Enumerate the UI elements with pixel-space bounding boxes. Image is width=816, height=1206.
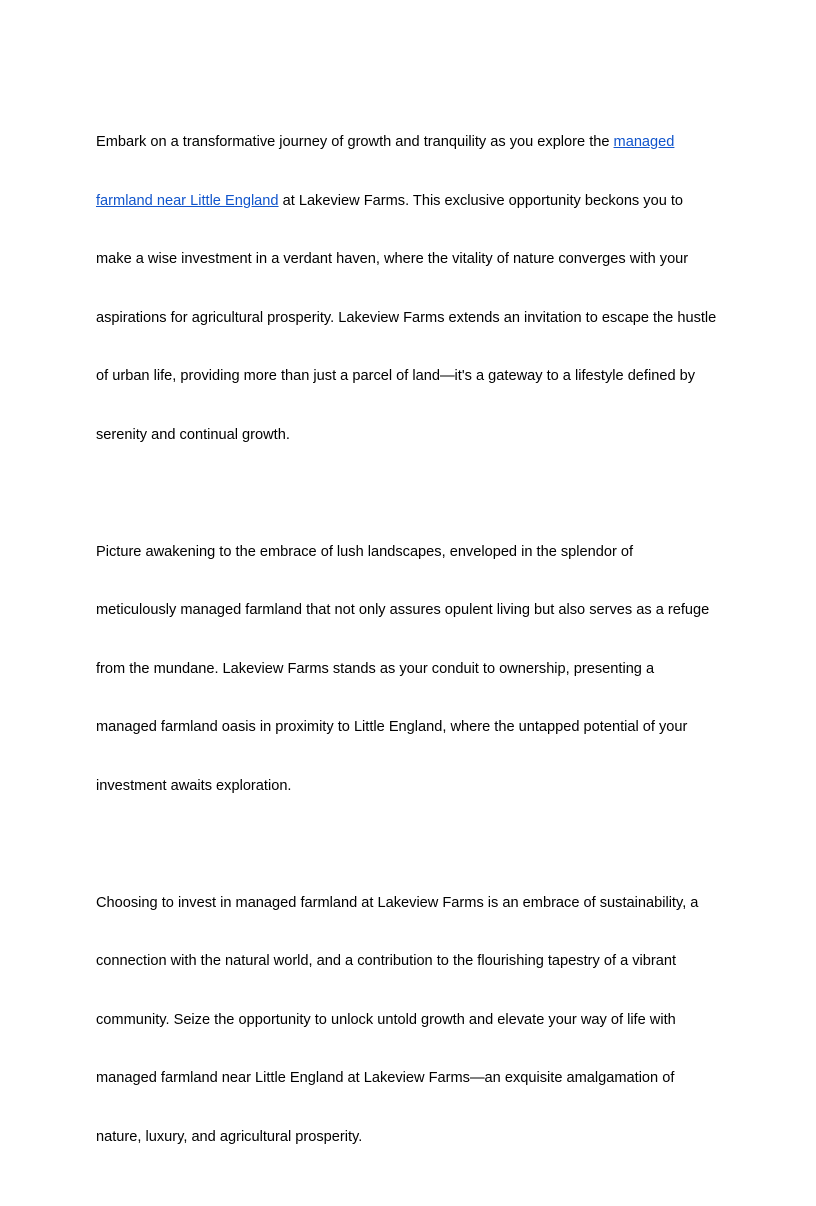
text-line: of urban life, providing more than just a parcel of land—it's a gateway to a lifestyle defined by <box>96 368 696 384</box>
text-line: farmland near Little England at Lakeview Farms. This exclusive opportunity beckons you to <box>96 192 684 209</box>
text-line: Embark on a transformative journey of growth and tranquility as you explore the managed <box>96 134 675 150</box>
text-line: aspirations for agricultural prosperity. Lakeview Farms extends an invitation to escape the hustle <box>96 309 717 326</box>
text-line: managed farmland near Little England at Lakeview Farms—an exquisite amalgamation of <box>96 1070 675 1086</box>
text-line: nature, luxury, and agricultural prosperity. <box>96 1128 363 1145</box>
paragraph-picture <box>96 504 726 836</box>
document-page <box>96 94 726 1206</box>
managed-farmland-link[interactable]: managed <box>613 134 675 150</box>
text-line: Choosing to invest in managed farmland at Lakeview Farms is an embrace of sustainability, a <box>96 894 699 911</box>
text-line: community. Seize the opportunity to unlock untold growth and elevate your way of life with <box>96 1011 676 1028</box>
text-line: connection with the natural world, and a contribution to the flourishing tapestry of a vibrant <box>96 953 677 969</box>
text-line: serenity and continual growth. <box>96 426 290 443</box>
text-line: managed farmland oasis in proximity to Little England, where the untapped potential of your <box>96 719 688 735</box>
text-line: investment awaits exploration. <box>96 777 292 794</box>
text-line: meticulously managed farmland that not only assures opulent living but also serves as a refuge <box>96 602 710 618</box>
paragraph-choosing <box>96 855 726 1187</box>
text-line: from the mundane. Lakeview Farms stands as your conduit to ownership, presenting a <box>96 660 655 677</box>
text-line: make a wise investment in a verdant haven, where the vitality of nature converges with your <box>96 251 689 267</box>
paragraph-intro <box>96 94 726 484</box>
text-line: Picture awakening to the embrace of lush landscapes, enveloped in the splendor of <box>96 543 634 560</box>
managed-farmland-link-continued[interactable]: farmland near Little England <box>96 192 279 209</box>
